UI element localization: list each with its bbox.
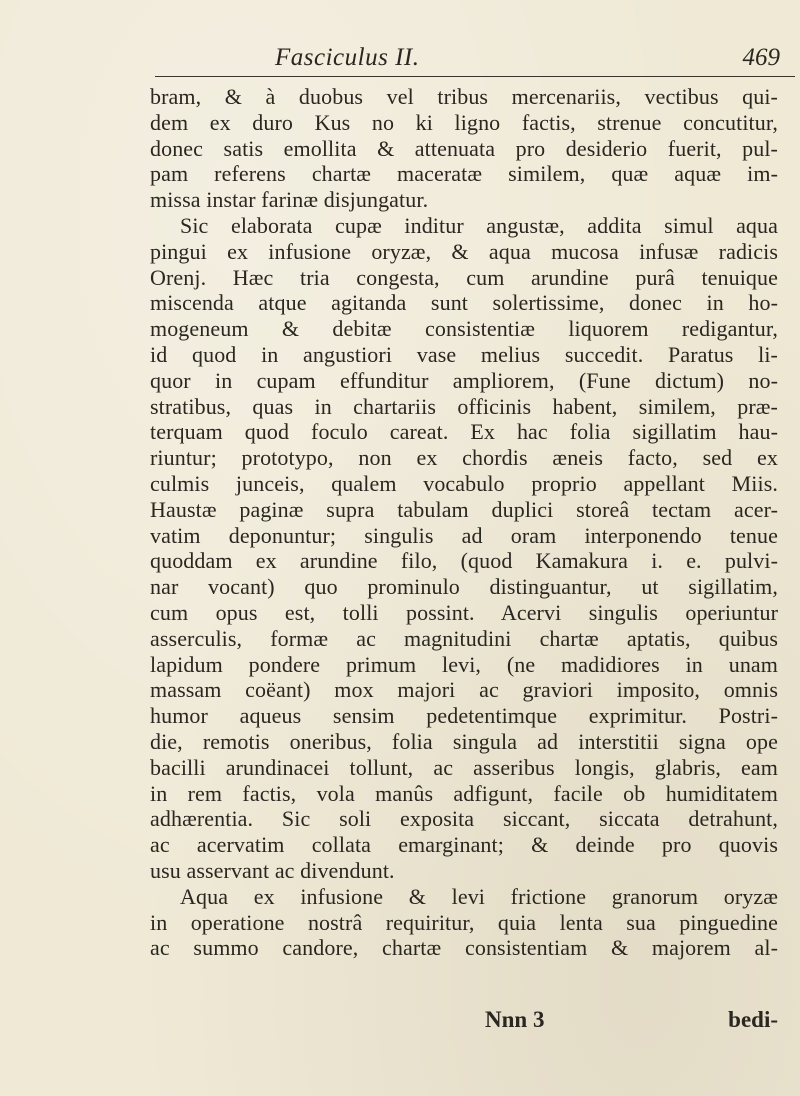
text-line: Orenj. Hæc tria congesta, cum arundine purâ tenuique xyxy=(150,264,778,290)
text-line: nar vocant) quo prominulo distinguantur, ut sigillatim, xyxy=(150,574,778,600)
text-line: in operatione nostrâ requiritur, quia lenta sua pinguedine xyxy=(150,909,778,935)
text-line: lapidum pondere primum levi, (ne madidiores in unam xyxy=(150,651,778,677)
signature-mark: Nnn 3 xyxy=(485,1007,545,1032)
text-line: quor in cupam effunditur ampliorem, (Fune dictum) no- xyxy=(150,367,778,393)
text-line: Aqua ex infusione & levi frictione granorum oryzæ xyxy=(180,883,778,909)
text-line: dem ex duro Kus no ki ligno factis, strenue concutitur, xyxy=(150,109,778,135)
text-line: usu asservant ac divendunt. xyxy=(150,857,395,883)
text-line: humor aqueus sensim pedetentimque exprimitur. Postri- xyxy=(150,703,778,729)
text-line: miscenda atque agitanda sunt solertissime, donec in ho- xyxy=(150,290,778,316)
text-line: massam coëant) mox majori ac graviori imposito, omnis xyxy=(150,677,778,703)
text-line: adhærentia. Sic soli exposita siccant, siccata detrahunt, xyxy=(150,806,778,832)
text-line: cum opus est, tolli possint. Acervi singulis operiuntur xyxy=(150,599,778,625)
catchword: bedi- xyxy=(728,1007,778,1032)
text-line: quoddam ex arundine filo, (quod Kamakura i. e. pulvi- xyxy=(150,548,778,574)
text-line: ac summo candore, chartæ consistentiam & majorem al- xyxy=(150,935,778,961)
text-line: missa instar farinæ disjungatur. xyxy=(150,187,429,213)
text-line: asserculis, formæ ac magnitudini chartæ aptatis, quibus xyxy=(150,625,778,651)
text-line: mogeneum & debitæ consistentiæ liquorem redigantur, xyxy=(150,316,778,342)
text-line: stratibus, quas in chartariis officinis habent, similem, præ- xyxy=(150,393,778,419)
text-line: Haustæ paginæ supra tabulam duplici storeâ tectam acer- xyxy=(150,496,778,522)
body-text xyxy=(150,84,778,961)
running-title: Fasciculus II. xyxy=(275,44,420,71)
text-line: pingui ex infusione oryzæ, & aqua mucosa infusæ radicis xyxy=(150,238,778,264)
text-line: ac acervatim collata emarginant; & deinde pro quovis xyxy=(150,832,778,858)
page-number: 469 xyxy=(742,44,780,71)
text-line: in rem factis, vola manûs adfigunt, facile ob humiditatem xyxy=(150,780,778,806)
text-line: riuntur; prototypo, non ex chordis æneis facto, sed ex xyxy=(150,445,778,471)
text-line: die, remotis oneribus, folia singula ad interstitii signa ope xyxy=(150,728,778,754)
text-line: vatim deponuntur; singulis ad oram interponendo tenue xyxy=(150,522,778,548)
header-rule xyxy=(155,76,795,77)
text-line: terquam quod foculo careat. Ex hac folia sigillatim hau- xyxy=(150,419,778,445)
text-line: pam referens chartæ maceratæ similem, quæ aquæ im- xyxy=(150,161,778,187)
text-line: id quod in angustiori vase melius succedit. Paratus li- xyxy=(150,341,778,367)
text-line: Sic elaborata cupæ inditur angustæ, addita simul aqua xyxy=(180,212,778,238)
text-line: donec satis emollita & attenuata pro desiderio fuerit, pul- xyxy=(150,135,778,161)
text-line: culmis junceis, qualem vocabulo proprio appellant Miis. xyxy=(150,470,778,496)
text-line: bacilli arundinacei tollunt, ac asseribus longis, glabris, eam xyxy=(150,754,778,780)
page-header xyxy=(155,44,795,80)
text-line: bram, & à duobus vel tribus mercenariis, vectibus qui- xyxy=(150,84,778,109)
page-footer xyxy=(150,1007,778,1033)
